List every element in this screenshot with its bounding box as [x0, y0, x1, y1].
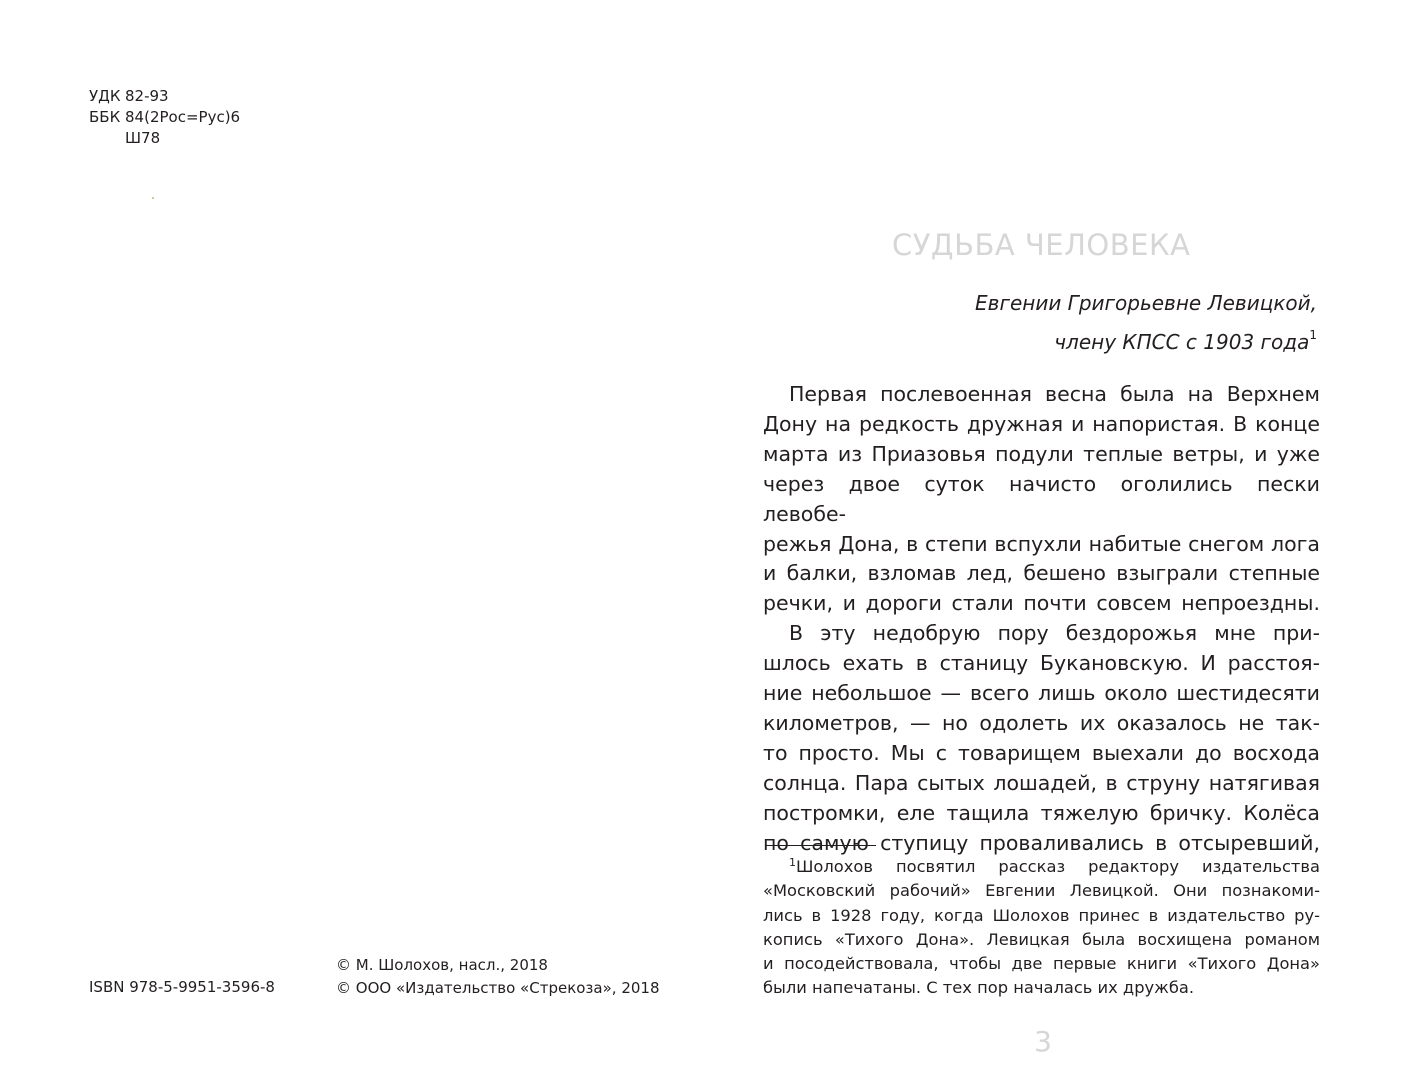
story-title: СУДЬБА ЧЕЛОВЕКА — [892, 228, 1191, 262]
bbk-value: 84(2Рос=Рус)6 — [125, 108, 241, 126]
footnote-divider — [766, 845, 876, 846]
body-line: по самую ступицу проваливались в отсыревший, — [763, 830, 1320, 855]
page-number: 3 — [1034, 1025, 1052, 1058]
dedication-line-2 — [900, 319, 1317, 358]
udk-row — [89, 86, 240, 107]
footnote-line: лись в 1928 году, когда Шолохов принес в издательство ру- — [763, 905, 1320, 925]
footnote-mark: 1 — [789, 856, 796, 869]
classification-block — [89, 86, 240, 149]
copyright-block — [336, 954, 660, 1000]
body-line: марта из Приазовья подули теплые ветры, и уже — [763, 441, 1320, 466]
author-mark-key — [89, 128, 125, 149]
udk-value: 82-93 — [125, 87, 169, 105]
story-body — [763, 380, 1320, 859]
author-mark-row — [89, 128, 240, 149]
body-line: ние небольшое — всего лишь около шестидесяти — [763, 681, 1320, 706]
footnote-line: «Московский рабочий» Евгении Левицкой. Они познакоми- — [763, 881, 1320, 901]
footnote-line: копись «Тихого Дона». Левицкая была восхищена романом — [763, 929, 1320, 949]
footnote-reference: 1 — [1309, 328, 1317, 342]
body-line: то просто. Мы с товарищем выехали до восхода — [763, 740, 1320, 765]
udk-key: УДК — [89, 87, 121, 105]
dedication — [900, 287, 1317, 358]
footnote — [763, 851, 1320, 1001]
dedication-line: Евгении Григорьевне Левицкой, — [975, 291, 1317, 315]
body-line: солнца. Пара сытых лошадей, в струну натягивая — [763, 770, 1320, 795]
body-line: и балки, взломав лед, бешено взыграли степные — [763, 561, 1320, 586]
footnote-line-1 — [763, 851, 1320, 879]
bbk-key: ББК — [89, 108, 121, 126]
body-line: Первая послевоенная весна была на Верхнем — [789, 382, 1320, 406]
print-speck — [152, 197, 154, 199]
body-line: режья Дона, в степи вспухли набитые снегом лога — [763, 531, 1320, 556]
body-line: километров, — но одолеть их оказалось не так- — [763, 710, 1320, 735]
author-mark-value: Ш78 — [125, 129, 161, 147]
body-line: Дону на редкость дружная и напористая. В конце — [763, 411, 1320, 436]
footnote-line: были напечатаны. С тех пор началась их дружба. — [763, 978, 1195, 998]
body-line: речки, и дороги стали почти совсем непроездны. — [763, 591, 1320, 616]
bbk-row — [89, 107, 240, 128]
body-line: шлось ехать в станицу Букановскую. И расстоя- — [763, 651, 1320, 676]
body-line: постромки, еле тащила тяжелую бричку. Колёса — [763, 800, 1320, 825]
dedication-line-text: члену КПСС с 1903 года — [1054, 330, 1310, 354]
copyright-line: © М. Шолохов, насл., 2018 — [336, 956, 548, 974]
footnote-line-text: Шолохов посвятил рассказ редактору издательства — [796, 857, 1320, 876]
footnote-line: и посодействовала, чтобы две первые книги «Тихого Дона» — [763, 954, 1320, 974]
body-line: В эту недобрую пору бездорожья мне при- — [789, 621, 1320, 646]
body-line: через двое суток начисто оголились пески левобе- — [763, 471, 1320, 526]
isbn: ISBN 978-5-9951-3596-8 — [89, 978, 275, 996]
copyright-line: © ООО «Издательство «Стрекоза», 2018 — [336, 979, 660, 997]
